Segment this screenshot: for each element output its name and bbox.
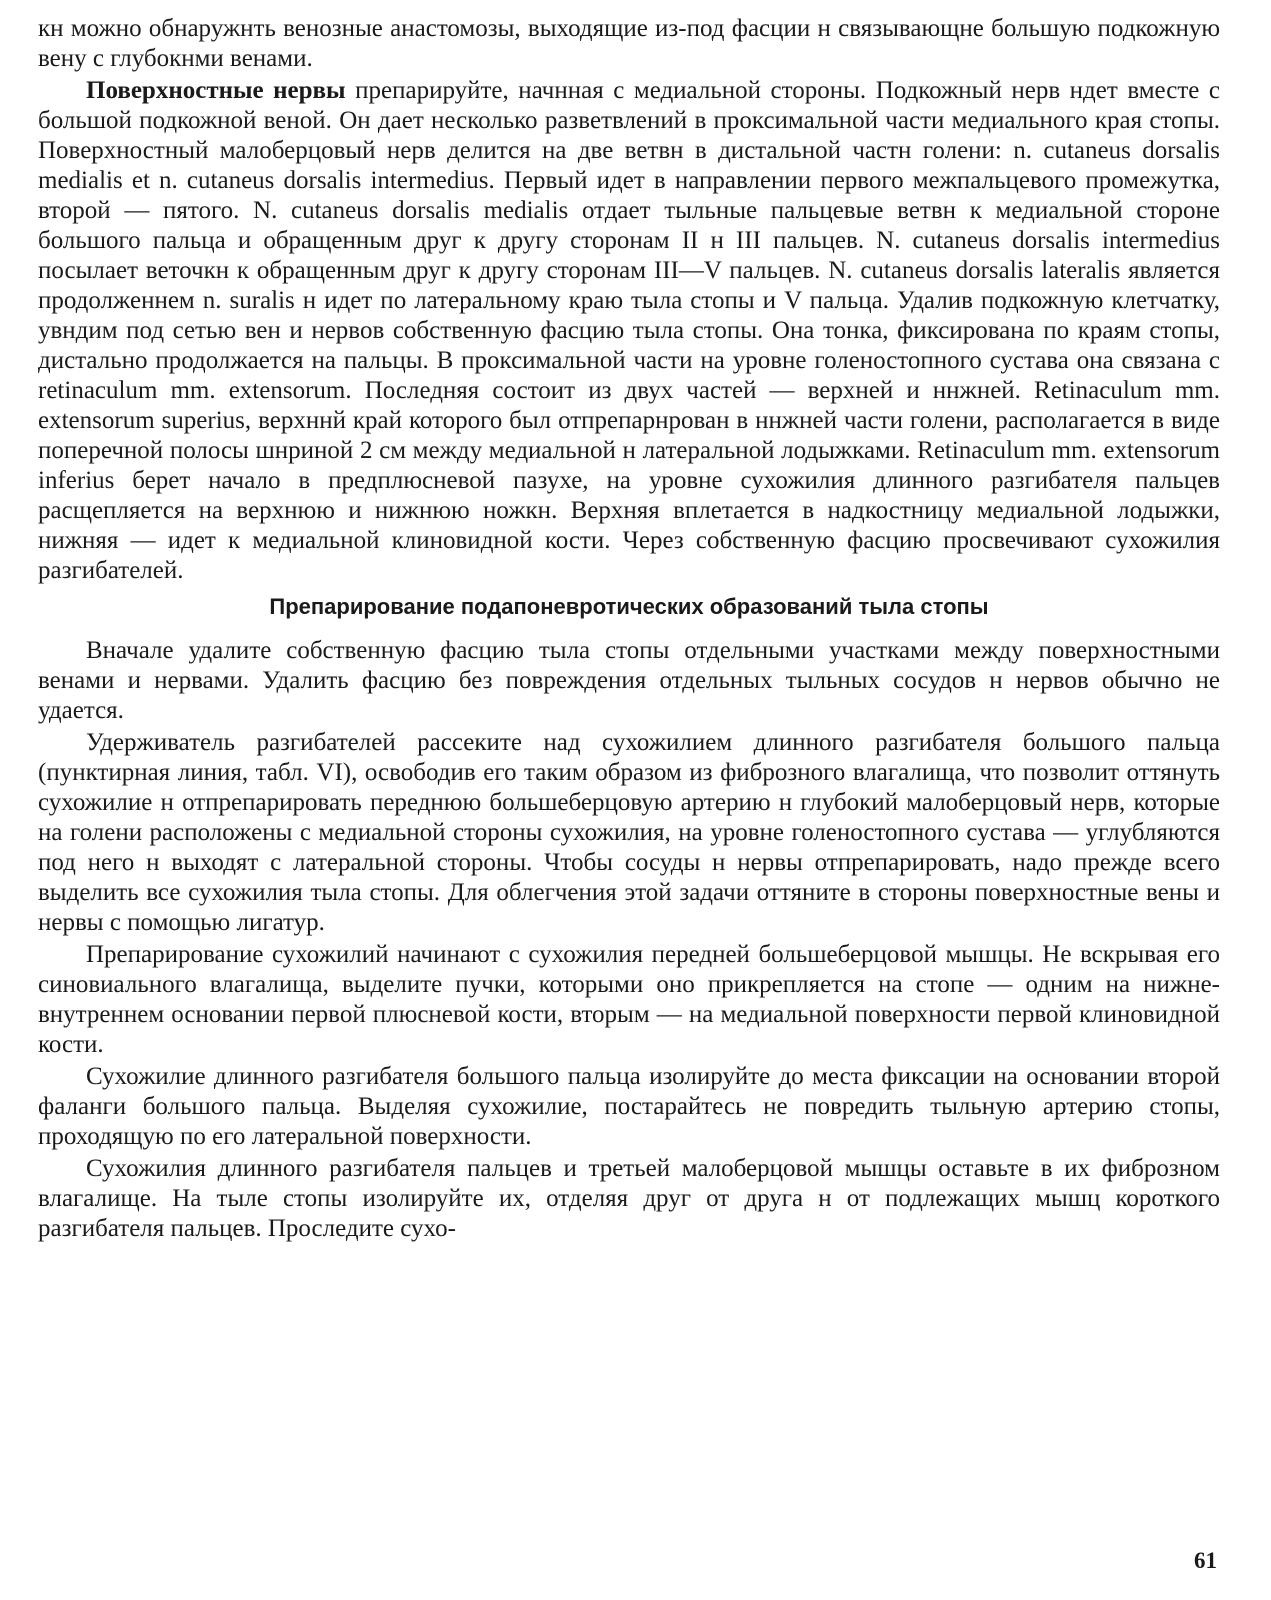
paragraph-lead-term: Поверхностные нервы [86,77,346,104]
paragraph: Сухожилие длинного разгибателя большого пальца изолируйте до места фиксации на основании второй фаланги большого пальца. Выделяя сухожилие, постарайтесь не повредить тыльную артерию стопы, проходящую по его латеральной поверхности. [38,1063,1220,1150]
paragraph-body: препарируйте, начнная с медиальной стороны. Подкожный нерв ндет вместе с большой подкожной веной. Он дает несколько разветвлений в проксимальной части медиального края стопы. Поверхностный малоберцовый нерв делится на две ветвн в дистальной частн голени: n. cutaneus dorsalis medialis et n. cutaneus dorsalis intermedius. Первый идет в направлении первого межпальцевого промежутка, второй — пятого. N. cutaneus dorsalis medialis отдает тыльные пальцевые ветвн к медиальной стороне большого пальца и обращенным друг к другу сторонам II н III пальцев. N. cutaneus dorsalis intermedius посылает веточкн к обращенным друг к другу сторонам III—V пальцев. N. cutaneus dorsalis lateralis является продолженнем n. suralis н идет по латеральному краю тыла стопы и V пальца. Удалив подкожную клетчатку, увндим под сетью вен и нервов собственную фасцию тыла стопы. Она тонка, фиксирована по краям стопы, дистально продолжается на пальцы. В проксимальной части на уровне голеностопного сустава она связана с retinaculum mm. extensorum. Последняя состоит из двух частей — верхней и ннжней. Retinaculum mm. extensorum superius, верхннй край которого был отпрепарнрован в ннжней части голени, располагается в виде поперечной полосы шнриной 2 см между медиальной н латеральной лодыжками. Retinaculum mm. extensorum inferius берет начало в предплюсневой пазухе, на уровне сухожилия длинного разгибателя пальцев расщепляется на верхнюю и нижнюю ножкн. Верхняя вплетается в надкостницу медиальной лодыжки, нижняя — идет к медиальной клиновидной кости. Через собственную фасцию просвечивают сухожилия разгибателей. [38,77,1220,584]
paragraph: Удерживатель разгибателей рассеките над сухожилием длинного разгибателя большого пальца (пунктирная линия, табл. VI), освободив его таким образом из фиброзного влагалища, что позволит оттянуть сухожилие н отпрепарировать переднюю большеберцовую артерию н глубокий малоберцовый нерв, которые на голени расположены с медиальной стороны сухожилия, на уровне голеностопного сустава — углубляются под него н выходят с латеральной стороны. Чтобы сосуды н нервы отпрепарировать, надо прежде всего выделить все сухожилия тыла стопы. Для облегчения этой задачи оттяните в стороны поверхностные вены и нервы с помощью лигатур. [38,729,1220,936]
page-number: 61 [1194,1548,1217,1573]
paragraph-continuation: кн можно обнаружнть венозные анастомозы, выходящие из-под фасции н связывающне большую подкожную вену с глубокнми венами. [38,15,1220,72]
paragraph: Вначале удалите собственную фасцию тыла стопы отдельными участками между поверхностными венами и нервами. Удалить фасцию без повреждения отдельных тыльных сосудов н нервов обычно не удается. [38,637,1220,724]
section-heading: Препарирование подапоневротических образований тыла стопы [269,594,989,619]
paragraph: Препарирование сухожилий начинают с сухожилия передней большеберцовой мышцы. Не вскрывая его синовиального влагалища, выделите пучки, которыми оно прикрепляется на стопе — одним на нижне-внутреннем основании первой плюсневой кости, вторым — на медиальной поверхности первой клиновидной кости. [38,941,1220,1058]
book-page [38,14,1220,1246]
paragraph-superficial-nerves [38,76,1220,586]
paragraph: Сухожилия длинного разгибателя пальцев и третьей малоберцовой мышцы оставьте в их фиброзном влагалище. На тыле стопы изолируйте их, отделяя друг от друга н от подлежащих мышц короткого разгибателя пальцев. Проследите сухо- [38,1155,1220,1242]
